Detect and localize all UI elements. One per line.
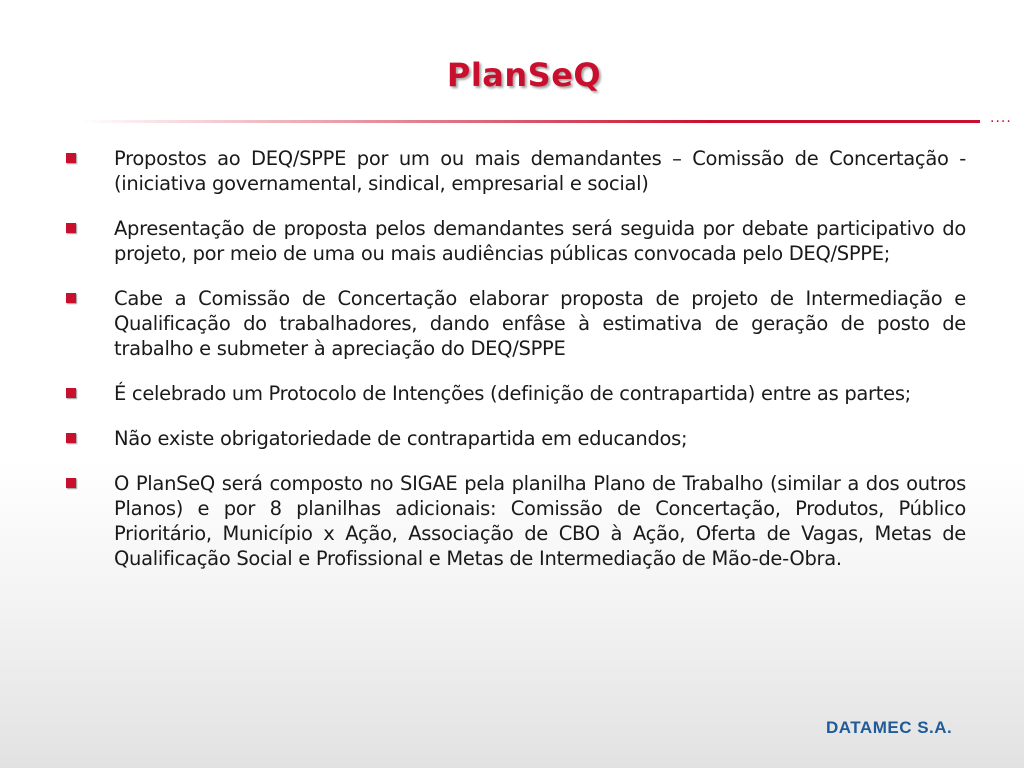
bullet-text: Cabe a Comissão de Concertação elaborar proposta de projeto de Intermediação e Qualificação do trabalhadores, dando enfâse à estimativa de geração de posto de trabalho e submeter à apreciação do DEQ/SPPE xyxy=(114,287,966,360)
bullet-item xyxy=(62,146,966,196)
bullet-text: Não existe obrigatoriedade de contrapartida em educandos; xyxy=(114,427,688,450)
bullet-item xyxy=(62,471,966,571)
bullet-text: Propostos ao DEQ/SPPE por um ou mais demandantes – Comissão de Concertação - (iniciativa governamental, sindical, empresarial e social) xyxy=(114,147,966,195)
square-bullet-icon xyxy=(66,478,76,488)
square-bullet-icon xyxy=(66,293,76,303)
square-bullet-icon xyxy=(66,433,76,443)
bullet-item xyxy=(62,286,966,361)
title-divider xyxy=(80,120,980,123)
bullet-list xyxy=(62,146,966,591)
bullet-item xyxy=(62,426,966,451)
bullet-item xyxy=(62,381,966,406)
bullet-item xyxy=(62,216,966,266)
bullet-text: O PlanSeQ será composto no SIGAE pela planilha Plano de Trabalho (similar a dos outros Planos) e por 8 planilhas adicionais: Comissão de Concertação, Produtos, Público Prioritário, Município x Ação, Associação de CBO à Ação, Oferta de Vagas, Metas de Qualificação Social e Profissional e Metas de Intermediação de Mão-de-Obra. xyxy=(114,472,966,570)
square-bullet-icon xyxy=(66,388,76,398)
bullet-text: É celebrado um Protocolo de Intenções (definição de contrapartida) entre as partes; xyxy=(114,382,911,405)
slide-title: PlanSeQ xyxy=(446,56,602,94)
company-logo: DATAMEC S.A. xyxy=(826,718,953,737)
square-bullet-icon xyxy=(66,153,76,163)
bullet-text: Apresentação de proposta pelos demandantes será seguida por debate participativo do projeto, por meio de uma ou mais audiências públicas convocada pelo DEQ/SPPE; xyxy=(114,217,966,265)
divider-dots: .... xyxy=(990,110,1012,126)
square-bullet-icon xyxy=(66,223,76,233)
